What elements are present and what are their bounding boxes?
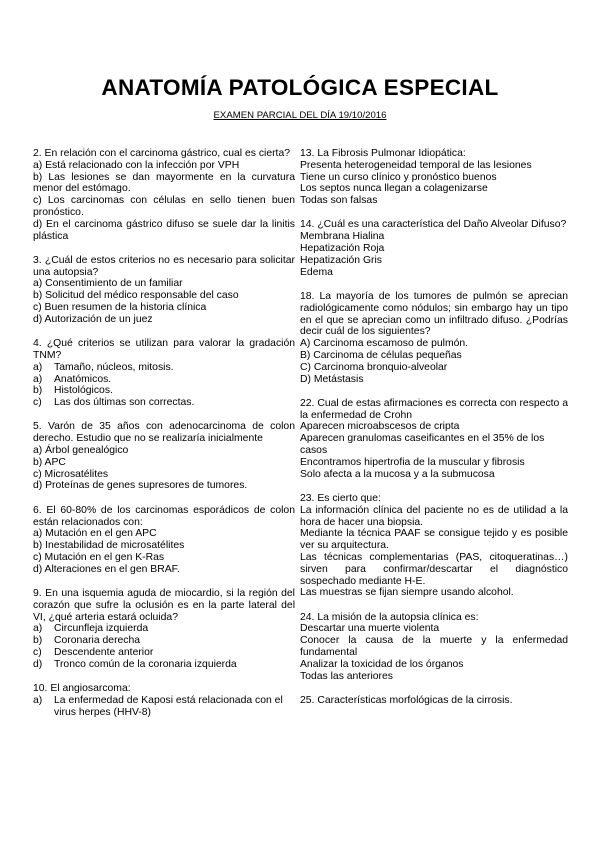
option: d) Proteínas de genes supresores de tumores. [33,480,248,492]
option [33,659,295,671]
option-text: Tamaño, núcleos, mitosis. [54,361,174,373]
question-stem: 14. ¿Cuál es una característica del Daño Alveolar Difuso? [300,219,567,231]
option: Mediante la técnica PAAF se consigue tejido y es posible ver su arquitectura. [300,528,568,552]
option: Membrana Hialina [300,231,385,243]
option-label: a) [33,623,43,635]
question-stem: 13. La Fibrosis Pulmonar Idiopática: [300,148,466,159]
option: B) Carcinoma de células pequeñas [300,349,462,361]
option: Hepatización Gris [300,254,383,266]
option: Solo afecta a la mucosa y a la submucosa [300,468,495,480]
option: Las técnicas complementarias (PAS, citoqueratinas…) sirven para confirmar/descartar el diagnóstico sospechado mediante H-E. [300,551,568,587]
option-label: a) [33,361,43,373]
option: b) Las lesiones se dan mayormente en la curvatura menor del estómago. [33,171,295,195]
question-stem: 6. El 60-80% de los carcinomas esporádicos de colon están relacionados con: [33,504,295,528]
option: La información clínica del paciente no es de utilidad a la hora de hacer una biopsia. [300,504,568,528]
option-text: Tronco común de la coronaria izquierda [54,658,237,670]
option [33,397,295,409]
question-stem: 25. Características morfológicas de la cirrosis. [300,694,513,706]
option [33,374,295,386]
option: a) Mutación en el gen APC [33,528,157,540]
option-text: Descendente anterior [54,646,154,658]
option-text: Coronaria derecha [54,635,141,647]
option: Descartar una muerte violenta [300,623,440,635]
question-5 [33,421,295,492]
option: Encontramos hipertrofia de la muscular y fibrosis [300,456,525,468]
option: c) Mutación en el gen K-Ras [33,551,165,563]
question-22 [300,398,568,481]
option-text: Circunfleja izquierda [54,623,149,635]
option: c) Microsatélites [33,468,109,480]
option [33,385,295,397]
option-label: c) [33,397,42,409]
question-stem: 23. Es cierto que: [300,492,381,504]
option-text: La enfermedad de Kaposi está relacionada con el virus herpes (HHV-8) [54,694,283,718]
option-label: c) [33,646,42,658]
question-stem: 3. ¿Cuál de estos criterios no es necesario para solicitar una autopsia? [33,254,295,278]
option: Todas son falsas [300,195,378,207]
option: c) Buen resumen de la historia clínica [33,302,207,314]
right-column [300,148,568,719]
option: C) Carcinoma bronquio-alveolar [300,361,448,373]
option: Aparecen microabscesos de cripta [300,421,460,433]
option [33,362,295,374]
option: Conocer la causa de la muerte y la enfermedad fundamental [300,635,568,658]
question-3 [33,255,295,326]
option: a) Árbol genealógico [33,445,129,457]
question-6 [33,505,295,576]
option: d) Alteraciones en el gen BRAF. [33,563,180,575]
question-4 [33,338,295,409]
option-label: b) [33,385,43,397]
question-stem: 2. En relación con el carcinoma gástrico, cual es cierta? [33,148,291,159]
question-stem: 24. La misión de la autopsia clínica es: [300,611,479,623]
option: Los septos nunca llegan a colagenizarse [300,183,488,195]
option: c) Los carcinomas con células en sello tienen buen pronóstico. [33,195,295,218]
option-text: Anatómicos. [54,373,112,385]
option [33,623,295,635]
option: Edema [300,266,333,278]
option: a) Consentimiento de un familiar [33,278,183,290]
option: Hepatización Roja [300,243,385,255]
option: b) Inestabilidad de microsatélites [33,540,185,552]
option: b) APC [33,456,66,468]
question-24 [300,612,568,683]
question-stem: 5. Varón de 35 años con adenocarcinoma de colon derecho. Estudio que no se realizaría inicialmente [33,421,295,445]
question-stem: 18. La mayoría de los tumores de pulmón se aprecian radiológicamente como nódulos; sin embargo hay un tipo en el que se aprecian como un infiltrado difuso. ¿Podrías decir cuál de los siguientes? [300,290,568,338]
option: d) Autorización de un juez [33,313,153,325]
option: Analizar la toxicidad de los órganos [300,658,464,670]
option [33,647,295,659]
option-label: d) [33,658,43,670]
question-9 [33,588,295,671]
option: d) En el carcinoma gástrico difuso se suele dar la linitis plástica [33,218,295,242]
option: Aparecen granulomas caseificantes en el 35% de los casos [300,433,545,457]
question-25 [300,695,568,707]
question-13 [300,148,568,207]
question-2 [33,148,295,242]
option-label: a) [33,373,43,385]
question-23 [300,493,568,599]
option: b) Solicitud del médico responsable del caso [33,290,239,302]
question-18 [300,291,568,385]
question-14 [300,219,568,278]
question-10 [33,683,295,718]
option: Tiene un curso clínico y pronóstico buenos [300,171,497,183]
option-text: Las dos últimas son correctas. [54,397,195,409]
exam-subtitle: EXAMEN PARCIAL DEL DÍA 19/10/2016 [213,110,387,121]
left-column [33,148,295,731]
question-stem: 9. En una isquemia aguda de miocardio, si la región del corazón que sufre la oclusión es en la parte lateral del VI, ¿qué arteria estará ocluida? [33,588,295,623]
option: a) Está relacionado con la infección por VPH [33,159,240,171]
option: D) Metástasis [300,373,364,385]
option-label: b) [33,635,43,647]
option-text: Histológicos. [54,385,113,397]
option [33,635,295,647]
option: Todas las anteriores [300,670,393,682]
question-stem: 10. El angiosarcoma: [33,683,131,695]
question-stem: 4. ¿Qué criterios se utilizan para valorar la gradación TNM? [33,338,295,361]
option [33,695,295,719]
option: Las muestras se fijan siempre usando alcohol. [300,587,514,599]
option: Presenta heterogeneidad temporal de las lesiones [300,159,532,171]
option: A) Carcinoma escamoso de pulmón. [300,338,469,350]
option-label: a) [33,694,43,706]
page-title: ANATOMÍA PATOLÓGICA ESPECIAL [101,75,499,100]
question-stem: 22. Cual de estas afirmaciones es correcta con respecto a la enfermedad de Crohn [300,397,568,421]
